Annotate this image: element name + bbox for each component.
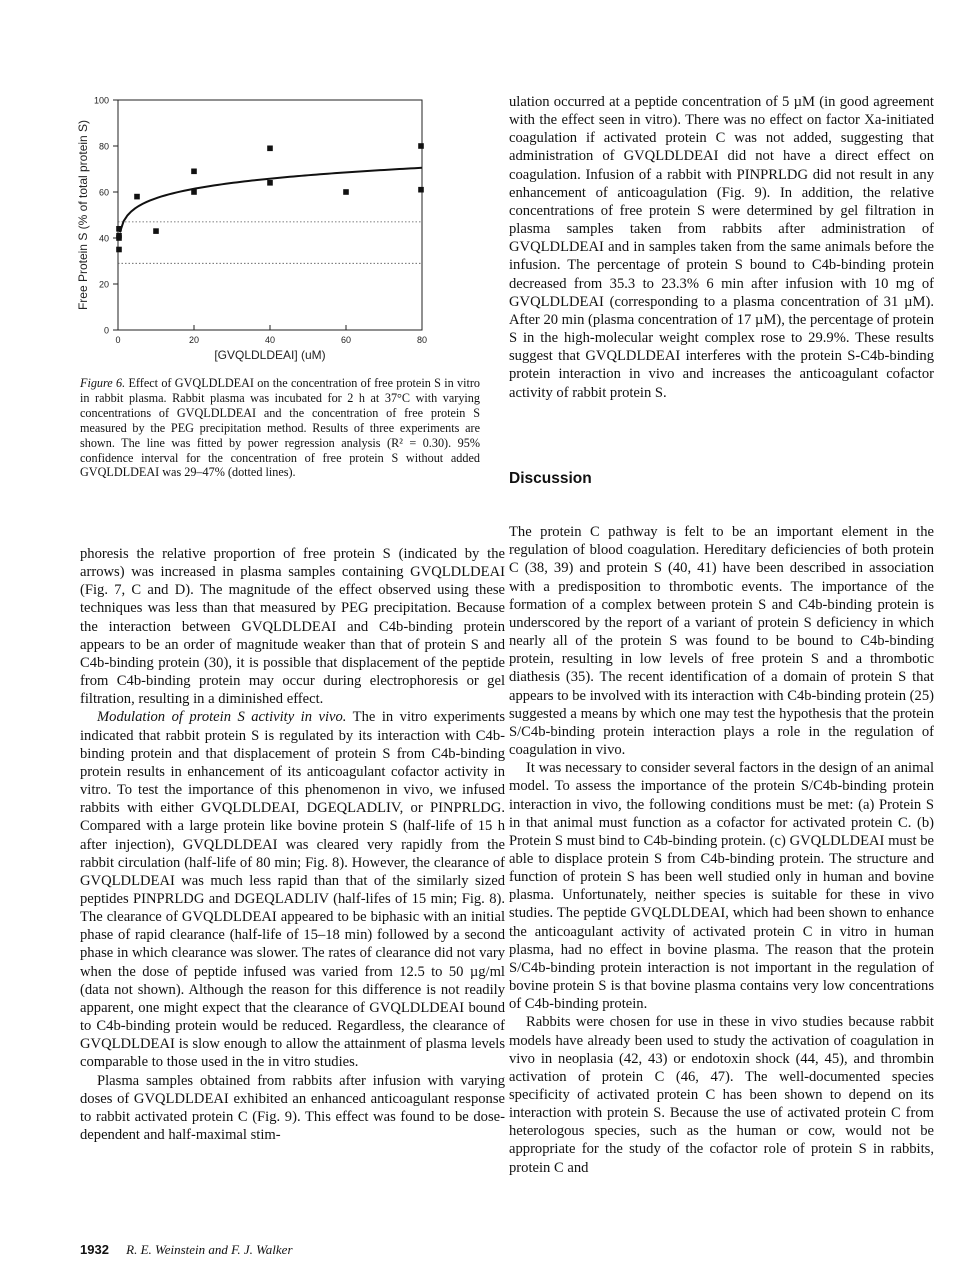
y-tick-label: 60	[98, 187, 109, 198]
figure-caption	[80, 376, 480, 480]
y-tick-label: 80	[98, 141, 109, 152]
discussion-section	[509, 470, 934, 1177]
y-tick-label: 100	[93, 95, 109, 106]
fit-curve	[120, 168, 422, 233]
left-paragraph-2	[80, 708, 505, 1071]
caption-label: Figure 6.	[80, 376, 126, 390]
data-point	[267, 146, 273, 152]
right-paragraph-1: ulation occurred at a peptide concentration of 5 µM (in good agreement with the effect seen in vitro). There was no effect on factor Xa-initiated coagulation if activated protein C was not added, suggesting that administration of GVQLDLDEAI did not have a direct effect on coagulation. Infusion of a rabbit with PINPRLDG did not result in any enhancement of anticoagulation (Fig. 9). In addition, the relative concentrations of free protein S were determined by gel filtration in plasma samples taken from rabbits after administration of GVQLDLDEAI and in samples taken from the same animals before the infusion. The percentage of protein S bound to C4b-binding protein decreased from 35.3 to 23.3% 6 min after infusion with 10 mg of GVQLDLDEAI (corresponding to a plasma concentration of 31 µM). After 20 min (plasma concentration of 17 µM), the percentage of protein S in the high-molecular weight complex rose to 29.9%. These results suggest that GVQLDLDEAI interferes with the protein S-C4b-binding protein interaction in vivo and increases the anticoagulant cofactor activity of rabbit protein S.	[509, 94, 934, 401]
x-tick-label: 20	[188, 335, 200, 345]
data-point	[116, 226, 122, 232]
data-point	[418, 143, 424, 149]
left-paragraph-1: phoresis the relative proportion of free protein S (indicated by the arrows) was increased in plasma samples containing GVQLDLDEAI (Fig. 7, C and D). The magnitude of the effect observed using these techniques was less than that measured by PEG precipitation. Because the interaction between GVQLDLDEAI and C4b-binding protein appears to be an order of magnitude weaker than that of protein S and C4b-binding protein (30), it is possible that displacement of the peptide from C4b-binding protein may occur during electrophoresis or gel filtration, resulting in a diminished effect.	[80, 546, 505, 708]
discussion-paragraph-1: The protein C pathway is felt to be an important element in the regulation of blood coagulation. Hereditary deficiencies of both protein C (38, 39) and protein S (40, 41) have been described in association with a predisposition to thrombotic events. The importance of the formation of a complex between protein S and C4b-binding protein is underscored by the report of a variant of protein S deficiency in which nearly all of the protein S was found to be bound to C4b-binding protein, resulting in low levels of free protein S and a thrombotic diathesis (35). The recent identification of a domain of protein S that appears to be involved with its interaction with C4b-binding protein (25) suggested a means by which one may test the hypothesis that the protein S/C4b-binding protein interaction plays a role in the regulation of coagulation in vivo.	[509, 524, 934, 759]
right-column	[509, 93, 934, 402]
data-point	[134, 194, 140, 200]
data-point	[418, 187, 424, 193]
y-tick-label: 40	[98, 233, 109, 244]
scatter-chart	[70, 88, 440, 363]
data-point	[191, 169, 197, 175]
plot-frame	[118, 100, 422, 330]
section-title-in-vivo: Modulation of protein S activity in vivo.	[97, 709, 347, 726]
x-tick-label: 60	[340, 335, 352, 345]
data-point	[191, 189, 197, 195]
left-paragraph-2-body: The in vitro experiments indicated that rabbit protein S is regulated by its interaction with C4b-binding protein and that displacement of protein S from C4b-binding protein results in enhancement of its anticoagulant cofactor activity in vitro. To test the importance of this phenomenon in vivo, we infused rabbits with either GVQLDLDEAI, DGEQLADLIV, or PINPRLDG. Compared with a large protein like bovine protein S (half-life of 15 h after injection), GVQLDLDEAI was cleared very rapidly from the rabbit circulation (half-life of 80 min; Fig. 8). However, the clearance of GVQLDLDEAI was much less rapid than that of the similarly sized peptides PINPRLDG and DGEQLADLIV (half-lifes of 15 min; Fig. 8). The clearance of GVQLDLDEAI appeared to be biphasic with an initial phase of rapid clearance (half-life of 15–18 min) followed by a second phase in which clearance was slower. The rates of clearance did not vary when the dose of peptide infused was varied from 12.5 to 50 µg/ml (data not shown). Although the reason for this difference is not readily apparent, one might expect that the clearance of GVQLDLDEAI bound to C4b-binding protein would be reduced. Regardless, the clearance of GVQLDLDEAI is slow enough to allow the attainment of plasma levels comparable to those used in the in vitro studies.	[80, 709, 506, 1071]
y-tick-label: 0	[103, 325, 109, 336]
data-point	[153, 228, 159, 234]
discussion-paragraph-3: Rabbits were chosen for use in these in vivo studies because rabbit models have already been used to study the activation of coagulation in vivo in neoplasia (42, 43) or endotoxin shock (44, 45), and thrombin activation of protein C (46, 47). The well-documented species specificity of activated protein C has been shown to depend on its interaction with protein S. Because the use of activated protein C from heterologous species, such as the human or cow, would not be appropriate for the study of the cofactor role of protein S in rabbits, protein C and	[509, 1014, 934, 1176]
x-axis-label: [GVQLDLDEAI] (uM)	[214, 348, 326, 362]
discussion-paragraph-2: It was necessary to consider several factors in the design of an animal model. To assess the importance of the protein S/C4b-binding protein interaction in vivo, the following conditions must be met: (a) Protein S in that animal must function as a cofactor for activated protein C. (b) Protein S must bind to C4b-binding protein. (c) GVQLDLDEAI must be able to displace protein S from C4b-binding protein. The structure and function of protein S has been well studied only in human and bovine plasma. Unfortunately, neither species is suitable for these in vivo studies. The peptide GVQLDLDEAI, which had been shown to enhance the anticoagulant activity of activated protein C in vitro in human plasma, had no effect in bovine plasma. The reason that the protein S/C4b-binding protein interaction is not important in the regulation of bovine protein S is that bovine plasma contains very low concentrations of C4b-binding protein.	[509, 760, 934, 1013]
page-footer	[80, 1242, 293, 1258]
left-column	[80, 545, 505, 1144]
page-number: 1932	[80, 1242, 109, 1257]
y-tick-label: 20	[98, 279, 109, 290]
x-tick-label: 80	[416, 335, 428, 345]
data-point	[343, 189, 349, 195]
x-tick-label: 40	[264, 335, 276, 345]
figure-6	[70, 88, 440, 368]
x-tick-label: 0	[115, 335, 121, 345]
data-point	[267, 180, 273, 186]
discussion-heading: Discussion	[509, 470, 592, 487]
running-authors: R. E. Weinstein and F. J. Walker	[126, 1242, 293, 1257]
caption-text: Effect of GVQLDLDEAI on the concentration of free protein S in vitro in rabbit plasma. Rabbit plasma was incubated for 2 h at 37°C with varying concentrations of GVQLDLDEAI and the concentration of free protein S measured by the PEG precipitation method. Results of three experiments are shown. The line was fitted by power regression analysis (R² = 0.30). 95% confidence interval for the concentration of free protein S without added GVQLDLDEAI was 29–47% (dotted lines).	[80, 376, 481, 480]
y-axis-label: Free Protein S (% of total protein S)	[76, 119, 90, 311]
left-paragraph-3: Plasma samples obtained from rabbits after infusion with varying doses of GVQLDLDEAI exhibited an enhanced anticoagulant response to rabbit activated protein C (Fig. 9). This effect was found to be dose-dependent and half-maximal stim-	[80, 1072, 505, 1143]
data-point	[116, 247, 122, 253]
data-point	[116, 233, 122, 239]
